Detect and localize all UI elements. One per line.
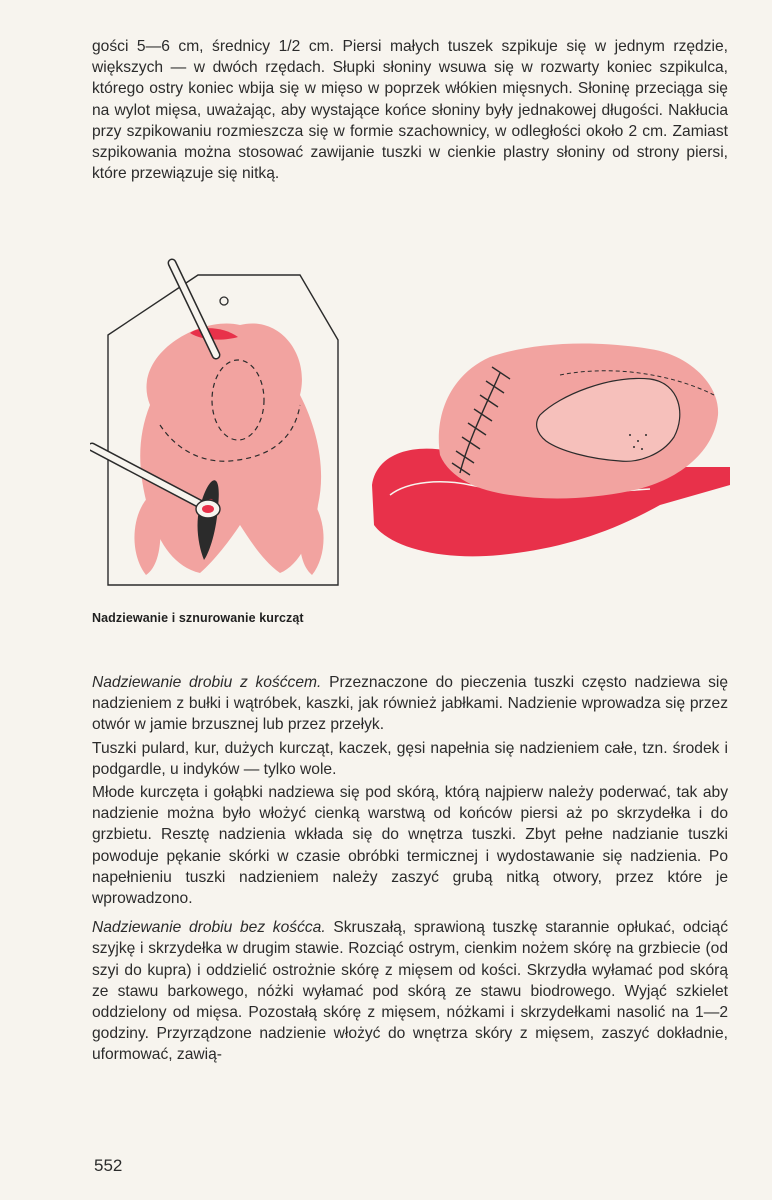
- continued-paragraph: gości 5—6 cm, średnicy 1/2 cm. Piersi małych tuszek szpikuje się w jednym rzędzie, większych — w dwóch rzędach. Słupki słoniny wsuwa się w rozwarty koniec szpikulca, którego ostry koniec wbija się w mięso w poprzek włókien mięsnych. Słoninę przeciąga się na wylot mięsa, uważając, aby wystające końce słoniny były jednakowej długości. Nakłucia przy szpikowaniu rozmieszcza się w formie szachownicy, w odległości około 2 cm. Zamiast szpikowania można stosować zawijanie tuszki w cienkie plastry słoniny od strony piersi, które przewiązuje się nitką.: [92, 38, 728, 183]
- section1-paragraph2: Tuszki pulard, kur, dużych kurcząt, kaczek, gęsi napełnia się nadzieniem całe, tzn. środek i podgardle, u indyków — tylko wole.: [92, 739, 728, 778]
- section2-body-text: Skruszałą, sprawioną tuszkę starannie opłukać, odciąć szyjkę i skrzydełka w drugim stawie. Rozciąć ostrym, cienkim nożem skórę na grzbiecie (od szyi do kupra) i oddzielić ostrożnie skórę z mięsem od kości. Skrzydła wyłamać pod skórą ze stawu barkowego, nóżki wyłamać pod skórą ze stawu biodrowego. Wyjąć szkielet oddzielony od mięsa. Pozostałą skórę z mięsem, nóżkami i skrzydełkami nasolić na 1—2 godziny. Przyrządzone nadzienie włożyć do wnętrza skóry z mięsem, zaszyć dokładnie, uformować, zawią-: [92, 919, 728, 1064]
- section1-paragraph3: Młode kurczęta i gołąbki nadziewa się pod skórą, którą najpierw należy poderwać, tak aby nadzienie można było włożyć cienką warstwą od końców piersi aż po skrzydełka i do grzbietu. Resztę nadzienia wkłada się do wnętrza tuszki. Zbyt pełne nadzianie tuszki powoduje pękanie skórki w czasie obróbki termicznej i wydostawanie się nadzienia. Po napełnieniu tuszki nadzieniem należy zaszyć grubą nitką otwory, przez które je wprowadzono.: [92, 784, 728, 908]
- main-text-block: [92, 672, 728, 1068]
- right-illustration-panel: [372, 343, 730, 556]
- top-paragraph-block: [92, 36, 728, 186]
- section1-p1-text: Przeznaczone do pieczenia tuszki często nadziewa się nadzieniem z bułki i wątróbek, kaszki, jak również jabłkami. Nadzienie wprowadza się przez otwór w jamie brzusznej lub przez przełyk.: [92, 674, 728, 734]
- page-number: 552: [94, 1156, 123, 1175]
- section1-paragraph1: [92, 672, 728, 736]
- section1-heading: Nadziewanie drobiu z kośćcem.: [92, 674, 322, 691]
- spoon-stuffing: [202, 505, 214, 513]
- board-hanging-hole: [220, 297, 228, 305]
- section2-paragraph: [92, 917, 728, 1065]
- section2-heading: Nadziewanie drobiu bez kośćca.: [92, 919, 326, 937]
- stuffing-illustration: [90, 255, 730, 595]
- figure-caption: Nadziewanie i sznurowanie kurcząt: [92, 611, 304, 625]
- chicken-body-shape: [140, 323, 321, 573]
- left-illustration-panel: [92, 263, 338, 585]
